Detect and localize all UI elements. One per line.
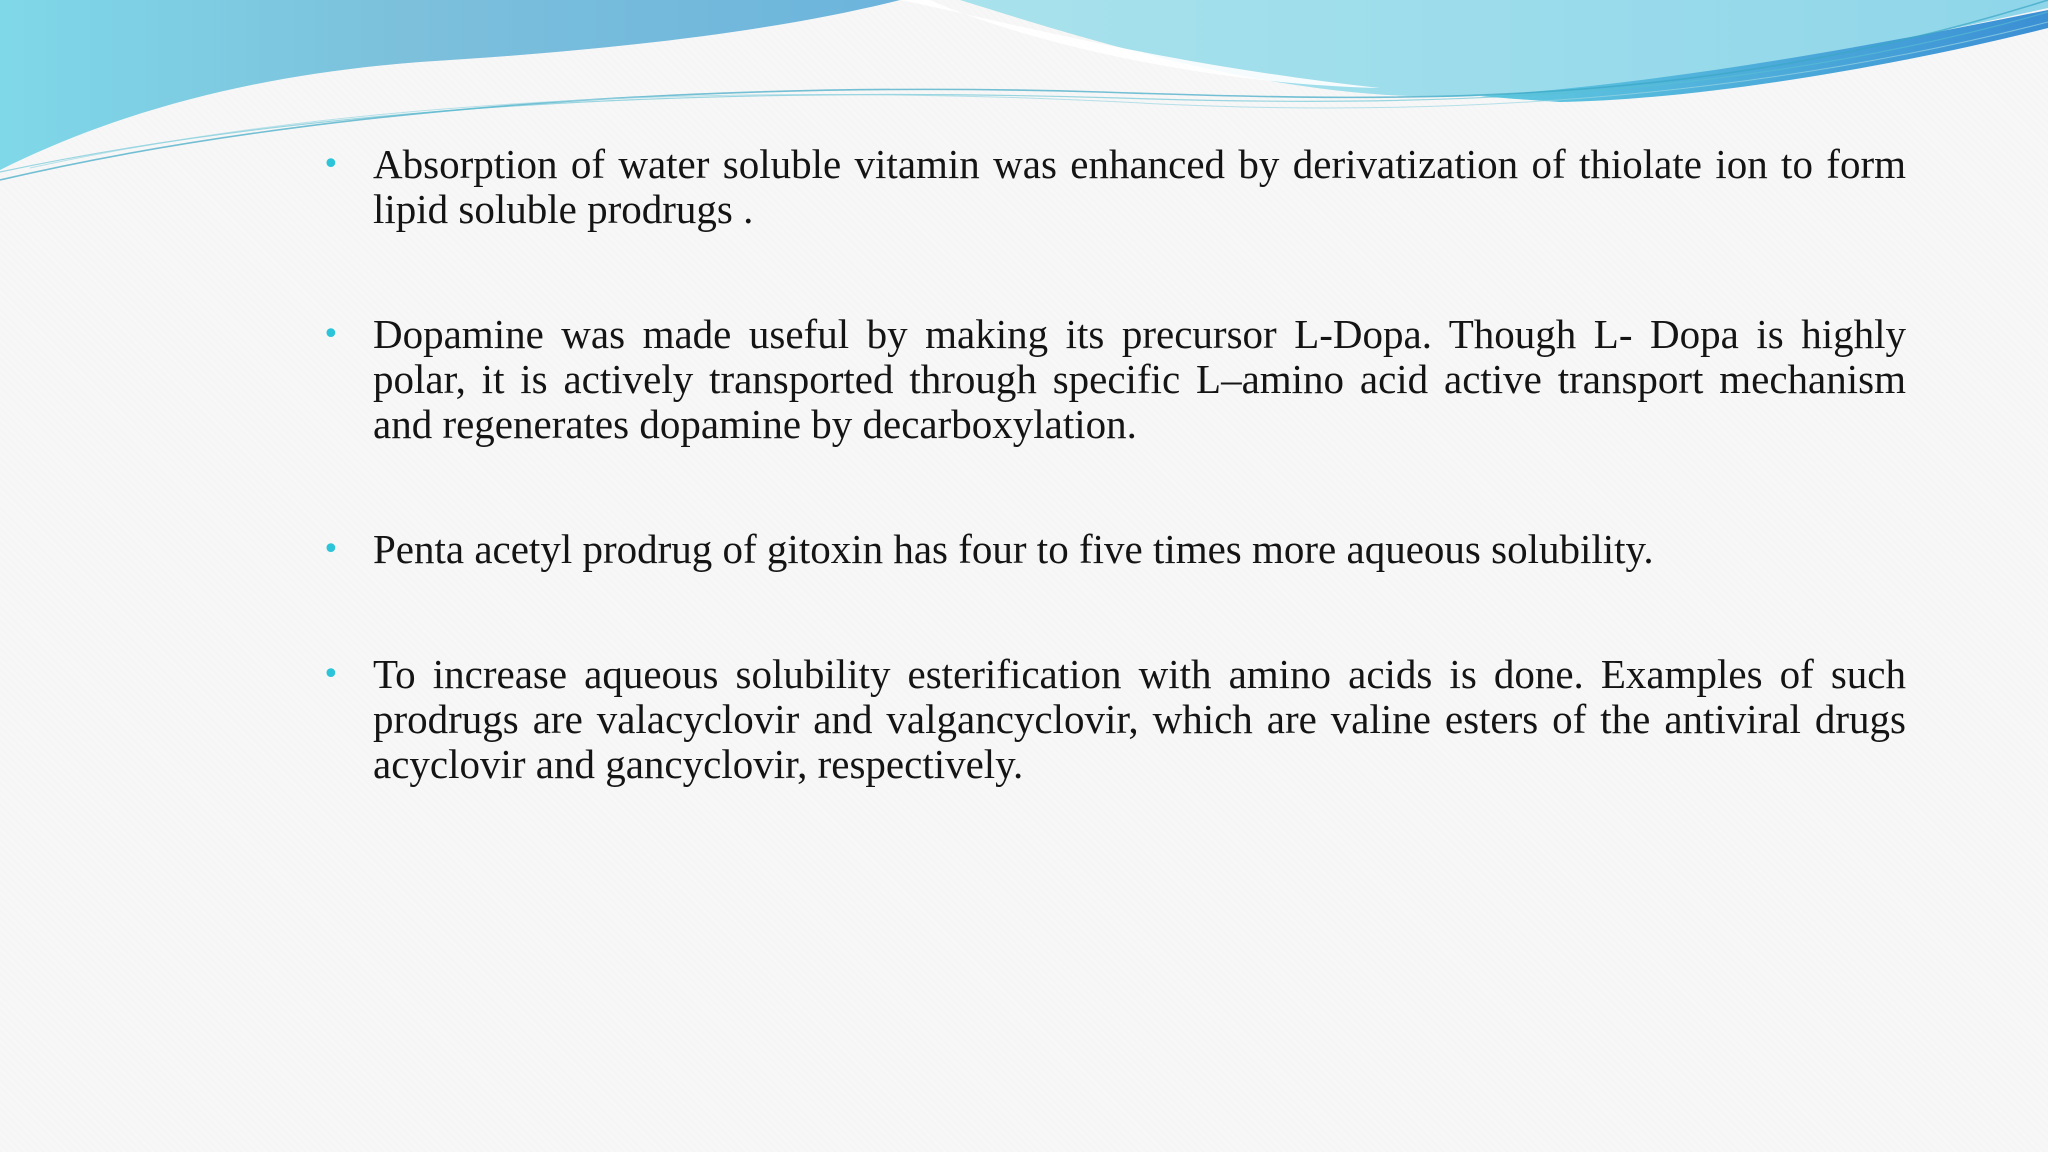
bullet-marker: • <box>322 532 340 567</box>
bullet-list <box>322 142 1906 867</box>
bullet-marker: • <box>322 657 340 692</box>
bullet-item <box>322 652 1906 787</box>
bullet-text: Dopamine was made useful by making its precursor L-Dopa. Though L- Dopa is highly polar, it is actively transported through specific L–amino acid active transport mechanism and regenerates dopamine by decarboxylation. <box>373 311 1906 447</box>
bullet-text: Absorption of water soluble vitamin was enhanced by derivatization of thiolate ion to form lipid soluble prodrugs . <box>373 141 1906 232</box>
bullet-item <box>322 142 1906 232</box>
bullet-text: Penta acetyl prodrug of gitoxin has four to five times more aqueous solubility. <box>373 526 1654 572</box>
bullet-item <box>322 527 1906 572</box>
bullet-item <box>322 312 1906 447</box>
bullet-marker: • <box>322 147 340 182</box>
bullet-marker: • <box>322 317 340 352</box>
bullet-text: To increase aqueous solubility esterification with amino acids is done. Examples of such prodrugs are valacyclovir and valgancyclovir, which are valine esters of the antiviral drugs acyclovir and gancyclovir, respectively. <box>373 651 1906 787</box>
